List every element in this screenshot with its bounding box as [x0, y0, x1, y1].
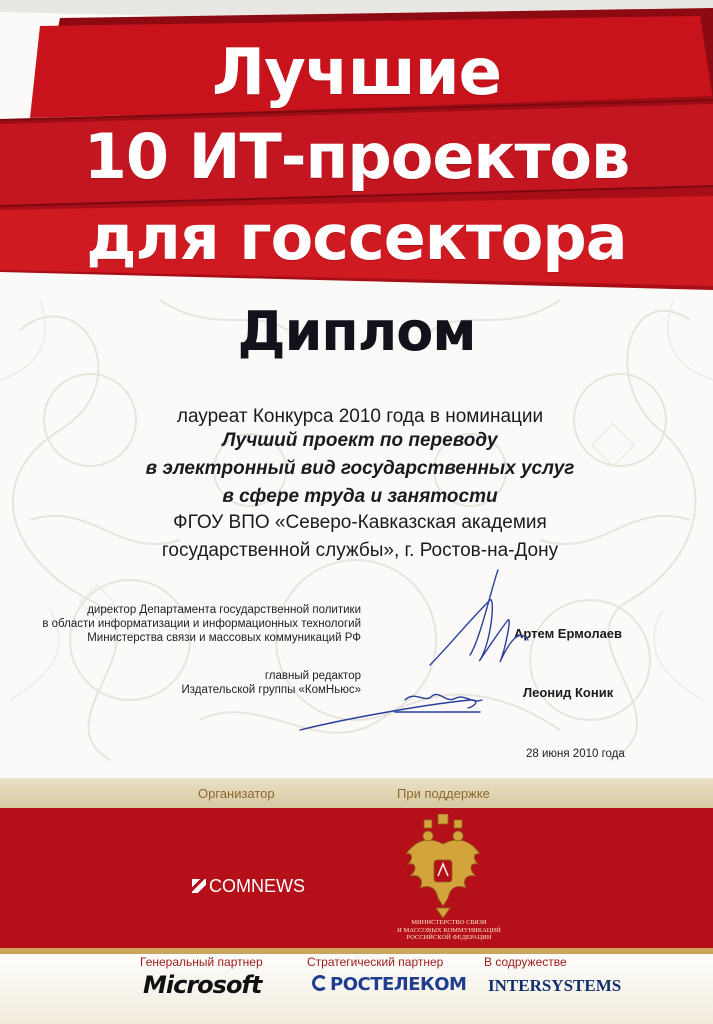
- headline-line-2: 10 ИТ-проектов: [83, 120, 630, 193]
- rostelecom-logo-text: РОСТЕЛЕКОМ: [330, 974, 467, 995]
- nomination-line: в электронный вид государственных услуг: [145, 458, 575, 479]
- ministry-caption: [389, 919, 509, 942]
- comnews-logo: [192, 876, 305, 897]
- organization-line: государственной службы», г. Ростов-на-Дону: [161, 540, 559, 561]
- position-line: в области информатизации и информационных технологий: [42, 618, 361, 630]
- organization-line: ФГОУ ВПО «Северо-Кавказская академия: [173, 512, 547, 533]
- comnews-logo-text: COMNEWS: [209, 876, 305, 896]
- award-date: 28 июня 2010 года: [526, 748, 625, 760]
- laureate-text: лауреат Конкурса 2010 года в номинации: [176, 406, 544, 427]
- signer-2-position: [1, 669, 361, 697]
- ministry-line: МИНИСТЕРСТВО СВЯЗИ: [411, 919, 487, 926]
- position-line: главный редактор: [264, 670, 361, 682]
- ministry-line: И МАССОВЫХ КОММУНИКАЦИЙ: [397, 926, 501, 934]
- headline-line-3: для госсектора: [86, 201, 627, 274]
- diploma-title: Диплом: [237, 300, 476, 363]
- partners-gold-edge: [0, 948, 713, 954]
- sponsor-red-block: [0, 808, 713, 948]
- ministry-line: РОССИЙСКОЙ ФЕДЕРАЦИИ: [406, 934, 492, 941]
- nomination-line: в сфере труда и занятости: [222, 486, 498, 507]
- rostelecom-logo: [312, 974, 466, 995]
- position-line: директор Департамента государственной политики: [87, 604, 361, 616]
- intersystems-logo: INTERSYSTEMS: [488, 976, 622, 995]
- signer-2-name: Леонид Коник: [523, 685, 614, 700]
- position-line: Министерства связи и массовых коммуникаций РФ: [87, 632, 361, 644]
- comnews-logo-icon: [192, 879, 206, 893]
- microsoft-logo: Microsoft: [143, 971, 262, 999]
- partner-label-general: Генеральный партнер: [140, 955, 263, 969]
- double-headed-eagle-icon: [398, 814, 488, 920]
- organizer-label: Организатор: [198, 786, 275, 801]
- support-label: При поддержке: [397, 786, 490, 801]
- rostelecom-logo-icon: [312, 975, 328, 991]
- partner-label-strategic: Стратегический партнер: [307, 955, 444, 969]
- nomination-line: Лучший проект по переводу: [222, 430, 498, 451]
- partner-label-cooperation: В содружестве: [484, 955, 567, 969]
- signer-1-position: [1, 603, 361, 645]
- sponsor-header-band: [0, 778, 713, 808]
- headline-line-1: Лучшие: [211, 36, 502, 110]
- position-line: Издательской группы «КомНьюс»: [181, 684, 361, 696]
- signer-1-name: Артем Ермолаев: [514, 626, 623, 641]
